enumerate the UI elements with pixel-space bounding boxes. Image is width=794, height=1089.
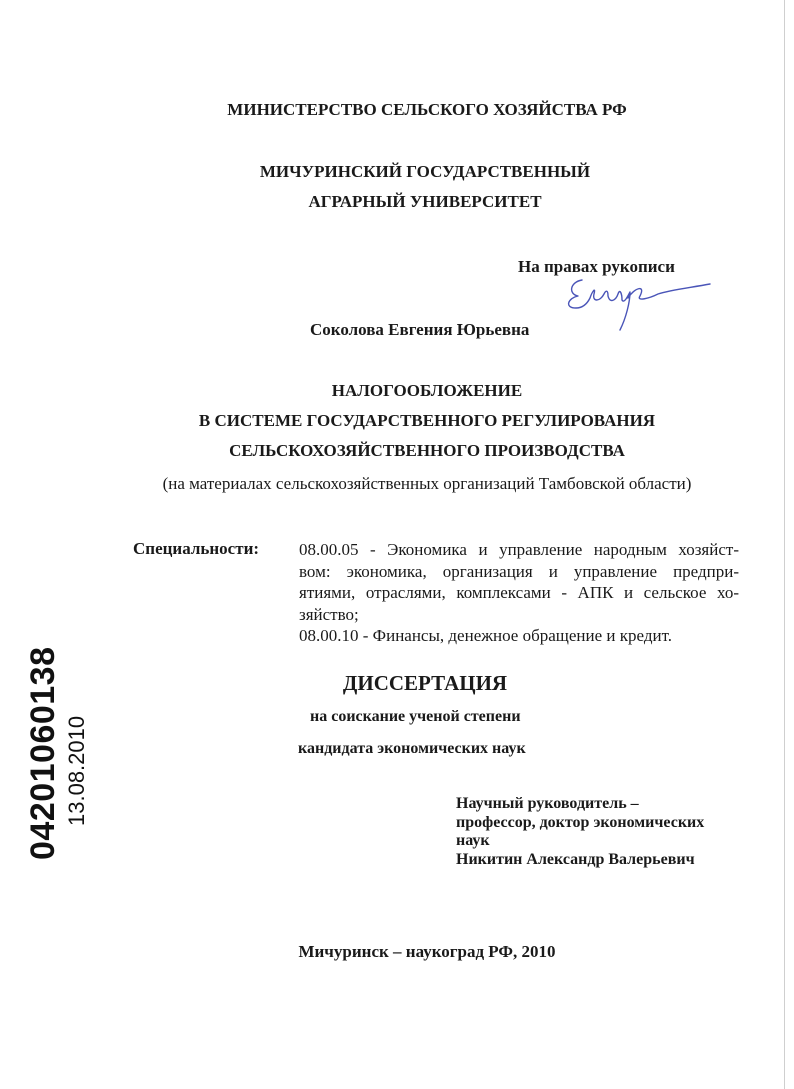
author-name: Соколова Евгения Юрьевна <box>310 320 530 339</box>
university-name-line2: АГРАРНЫЙ УНИВЕРСИТЕТ <box>308 192 542 211</box>
rights-note: На правах рукописи <box>518 257 675 276</box>
degree-line1: на соискание ученой степени <box>310 708 521 725</box>
supervisor-role: Научный руководитель – <box>456 795 639 812</box>
university-name-line1: МИЧУРИНСКИЙ ГОСУДАРСТВЕННЫЙ <box>259 162 591 181</box>
author-signature <box>560 272 720 334</box>
degree-line2: кандидата экономических наук <box>298 740 526 757</box>
supervisor-name: Никитин Александр Валерьевич <box>456 850 695 868</box>
supervisor-title-cont: наук <box>456 832 490 849</box>
supervisor-title: профессор, доктор экономических <box>456 813 705 831</box>
ministry-heading: МИНИСТЕРСТВО СЕЛЬСКОГО ХОЗЯЙСТВА РФ <box>227 100 627 119</box>
specialty-line: ятиями, отраслями, комплексами - АПК и сельское хо- <box>299 583 739 602</box>
thesis-subtitle: (на материалах сельскохозяйственных организаций Тамбовской области) <box>162 474 692 493</box>
thesis-title-line2: В СИСТЕМЕ ГОСУДАРСТВЕННОГО РЕГУЛИРОВАНИЯ <box>198 411 656 430</box>
dissertation-heading: ДИССЕРТАЦИЯ <box>342 671 508 695</box>
scan-edge-line <box>784 0 785 1089</box>
library-stamp-date: 13.08.2010 <box>64 715 89 826</box>
specialties-list <box>299 539 739 647</box>
library-stamp-number: 04201060138 <box>24 646 62 860</box>
specialty-line: 08.00.10 - Финансы, денежное обращение и кредит. <box>299 626 672 645</box>
specialty-line: вом: экономика, организация и управление предпри- <box>299 561 739 581</box>
specialties-label: Специальности: <box>133 539 260 558</box>
thesis-title-line1: НАЛОГООБЛОЖЕНИЕ <box>331 381 523 400</box>
thesis-title-line3: СЕЛЬСКОХОЗЯЙСТВЕННОГО ПРОИЗВОДСТВА <box>229 441 625 460</box>
specialty-line: 08.00.05 - Экономика и управление народным хозяйст- <box>299 540 739 559</box>
specialty-line: зяйство; <box>299 604 359 624</box>
city-year-footer: Мичуринск – наукоград РФ, 2010 <box>298 942 556 961</box>
supervisor-block <box>456 795 704 869</box>
